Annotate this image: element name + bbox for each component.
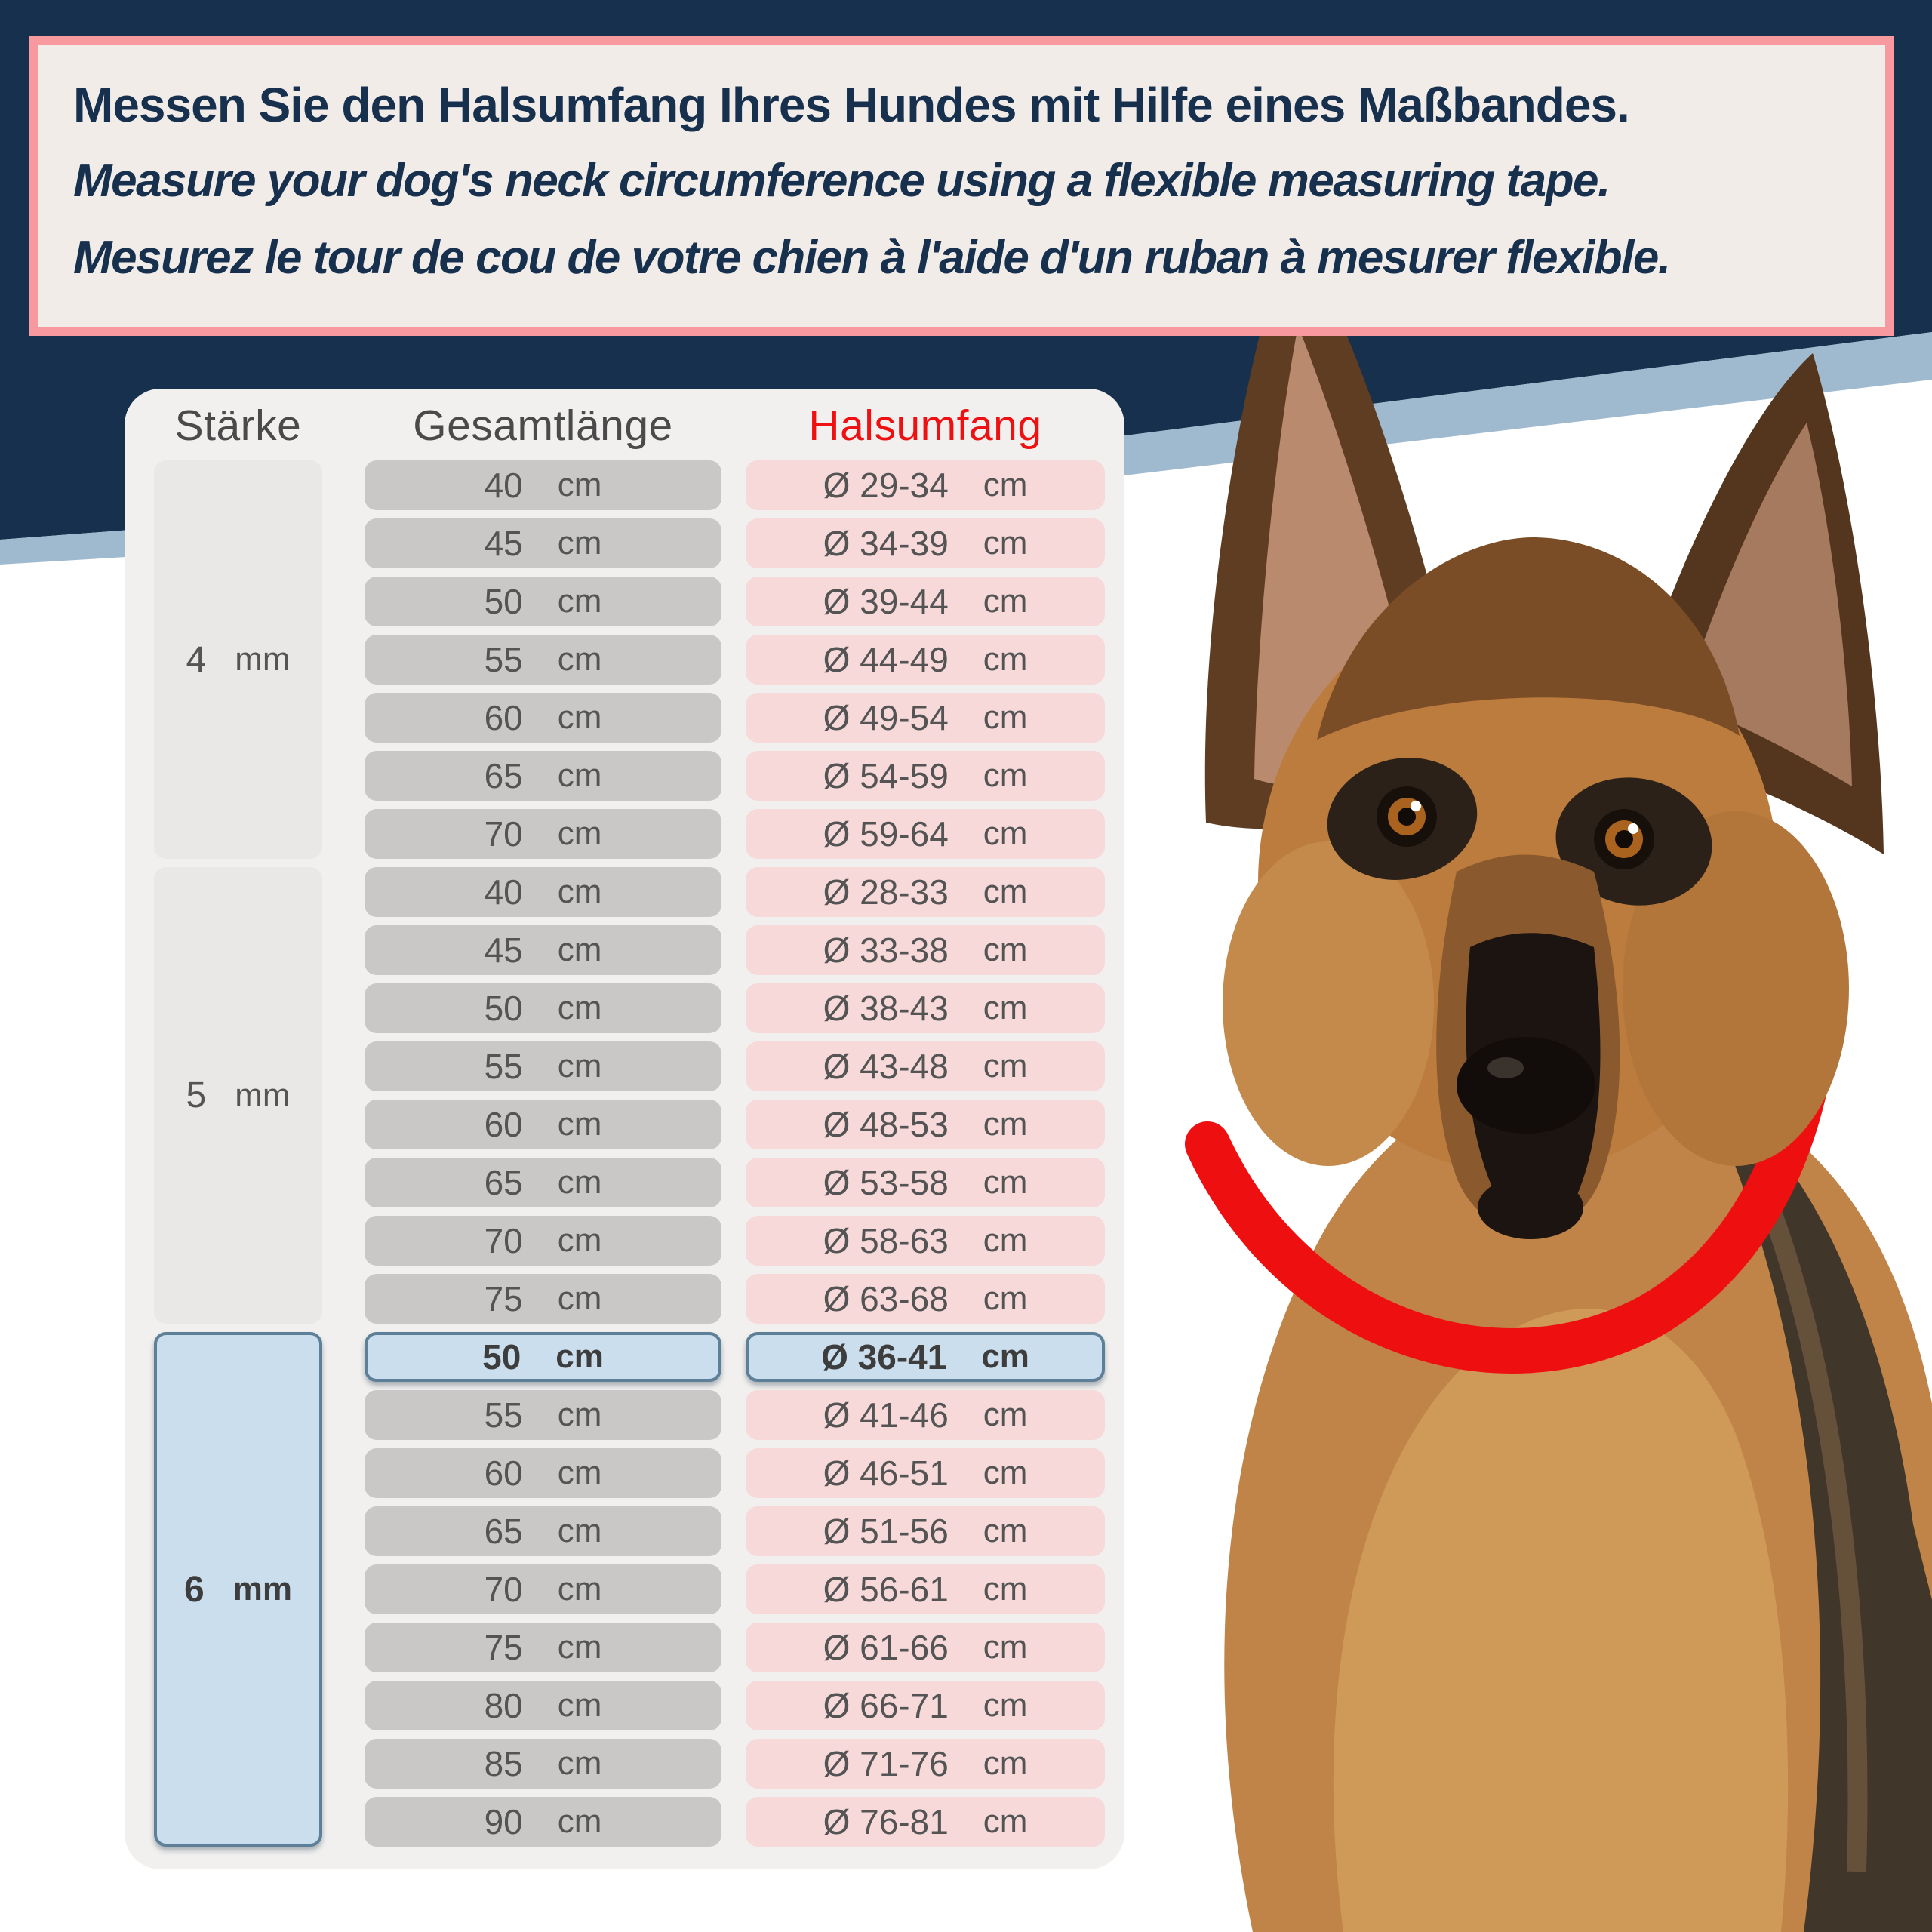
dog-nose	[1457, 1037, 1595, 1134]
length-pill	[365, 1506, 721, 1556]
dog-nose-glint	[1487, 1057, 1524, 1078]
length-pill-value: 50	[484, 989, 523, 1028]
circumference-pill-value: Ø 33-38	[823, 931, 949, 970]
length-pill-value: 85	[484, 1744, 523, 1783]
circumference-pill	[746, 1158, 1105, 1208]
length-pill	[365, 925, 721, 975]
circumference-pill-unit: cm	[983, 1512, 1028, 1549]
circumference-pill-value: Ø 41-46	[823, 1395, 949, 1435]
thickness-pill-value: 6	[184, 1569, 205, 1610]
size-table	[125, 389, 1124, 1869]
circumference-pill	[746, 809, 1105, 859]
length-pill-unit: cm	[557, 931, 602, 968]
length-pill	[365, 1390, 721, 1440]
circumference-pill	[746, 1506, 1105, 1556]
circumference-pill	[746, 693, 1105, 743]
length-pill	[365, 1739, 721, 1789]
circumference-pill	[746, 1623, 1105, 1672]
thickness-pill-unit: mm	[235, 641, 291, 678]
dog-chin	[1478, 1176, 1583, 1239]
circumference-pill	[746, 460, 1105, 510]
circumference-pill-unit: cm	[981, 1338, 1029, 1375]
length-pill-unit: cm	[557, 1512, 602, 1549]
circumference-pill	[746, 1681, 1105, 1730]
thickness-pill-unit: mm	[232, 1571, 292, 1607]
circumference-pill-value: Ø 48-53	[823, 1105, 949, 1144]
length-pill	[365, 1158, 721, 1208]
circumference-pill	[746, 577, 1105, 626]
circumference-pill-unit: cm	[983, 1106, 1028, 1143]
length-pill	[365, 518, 721, 568]
length-pill-unit: cm	[557, 1629, 602, 1666]
length-pill-value: 90	[484, 1802, 523, 1841]
circumference-pill-unit: cm	[983, 699, 1028, 736]
length-pill-unit: cm	[557, 1571, 602, 1607]
length-pill-unit: cm	[557, 1106, 602, 1143]
circumference-pill-value: Ø 71-76	[823, 1744, 949, 1783]
circumference-pill-unit: cm	[983, 873, 1028, 910]
circumference-pill-value: Ø 54-59	[823, 756, 949, 795]
circumference-pill-unit: cm	[983, 466, 1028, 503]
circumference-pill-unit: cm	[983, 583, 1028, 620]
length-pill-unit: cm	[557, 1048, 602, 1084]
length-pill-unit: cm	[557, 1164, 602, 1201]
circumference-pill	[746, 1216, 1105, 1266]
circumference-pill	[746, 1041, 1105, 1091]
length-pill-unit: cm	[557, 583, 602, 620]
circumference-pill-unit: cm	[983, 1396, 1028, 1433]
circumference-pill-value: Ø 29-34	[823, 466, 949, 505]
length-pill	[365, 1797, 721, 1847]
circumference-pill-unit: cm	[983, 989, 1028, 1026]
circumference-pill	[746, 1332, 1105, 1382]
circumference-pill-value: Ø 63-68	[823, 1279, 949, 1318]
circumference-pill-unit: cm	[983, 1745, 1028, 1782]
length-pill-unit: cm	[557, 1222, 602, 1259]
length-pill	[365, 693, 721, 743]
length-pill-value: 70	[484, 1570, 523, 1609]
length-pill	[365, 983, 721, 1033]
length-pill-value: 65	[484, 1512, 523, 1551]
length-pill-value: 55	[484, 1395, 523, 1435]
length-pill-value: 75	[484, 1628, 523, 1667]
circumference-pill-value: Ø 38-43	[823, 989, 949, 1028]
length-pill	[365, 635, 721, 685]
circumference-pill	[746, 1564, 1105, 1614]
length-pill-unit: cm	[557, 815, 602, 852]
length-pill	[365, 1041, 721, 1091]
circumference-pill-value: Ø 56-61	[823, 1570, 949, 1609]
length-pill-value: 75	[484, 1279, 523, 1318]
length-pill-value: 65	[484, 756, 523, 795]
circumference-pill-unit: cm	[983, 1803, 1028, 1840]
circumference-pill-unit: cm	[983, 1280, 1028, 1317]
circumference-pill-value: Ø 43-48	[823, 1047, 949, 1086]
length-pill	[365, 1681, 721, 1730]
circumference-pill-value: Ø 36-41	[821, 1337, 947, 1377]
length-pill-value: 60	[484, 1105, 523, 1144]
circumference-pill	[746, 1739, 1105, 1789]
length-pill-value: 70	[484, 814, 523, 854]
length-pill-value: 60	[484, 698, 523, 737]
thickness-pill	[154, 460, 322, 859]
circumference-pill-value: Ø 51-56	[823, 1512, 949, 1551]
circumference-pill-unit: cm	[983, 1454, 1028, 1491]
circumference-pill	[746, 751, 1105, 801]
dog-left-cheek-fur	[1223, 841, 1434, 1166]
length-pill-unit: cm	[557, 1396, 602, 1433]
circumference-pill-value: Ø 58-63	[823, 1221, 949, 1260]
circumference-pill	[746, 635, 1105, 685]
length-pill-value: 70	[484, 1221, 523, 1260]
circumference-pill-unit: cm	[983, 1164, 1028, 1201]
length-pill	[365, 1564, 721, 1614]
length-pill-value: 80	[484, 1686, 523, 1725]
length-pill	[365, 809, 721, 859]
length-pill	[365, 867, 721, 917]
column-header-circumference: Halsumfang	[808, 401, 1042, 450]
circumference-pill-unit: cm	[983, 815, 1028, 852]
circumference-pill-unit: cm	[983, 525, 1028, 561]
length-pill	[365, 1623, 721, 1672]
circumference-pill	[746, 925, 1105, 975]
length-pill	[365, 1332, 721, 1382]
length-pill-unit: cm	[557, 1803, 602, 1840]
length-pill	[365, 1448, 721, 1498]
circumference-pill-unit: cm	[983, 1629, 1028, 1666]
length-pill-unit: cm	[557, 757, 602, 794]
length-pill-unit: cm	[557, 873, 602, 910]
dog-right-eye-glint	[1628, 823, 1638, 834]
circumference-pill-unit: cm	[983, 1222, 1028, 1259]
instruction-english: Measure your dog's neck circumference using a flexible measuring tape.	[73, 155, 1610, 207]
circumference-pill-unit: cm	[983, 931, 1028, 968]
length-pill-value: 65	[484, 1163, 523, 1202]
circumference-pill-value: Ø 46-51	[823, 1454, 949, 1493]
circumference-pill	[746, 518, 1105, 568]
measuring-instruction-box	[29, 36, 1894, 336]
length-pill	[365, 577, 721, 626]
circumference-pill-value: Ø 44-49	[823, 640, 949, 679]
length-pill-unit: cm	[557, 1687, 602, 1724]
circumference-pill	[746, 867, 1105, 917]
thickness-pill	[154, 1332, 322, 1847]
circumference-pill	[746, 1448, 1105, 1498]
length-pill-value: 40	[484, 466, 523, 505]
length-pill-unit: cm	[557, 1280, 602, 1317]
length-pill-value: 40	[484, 872, 523, 912]
length-pill-value: 45	[484, 931, 523, 970]
circumference-pill	[746, 1274, 1105, 1324]
length-pill-value: 55	[484, 640, 523, 679]
instruction-german: Messen Sie den Halsumfang Ihres Hundes mit Hilfe eines Maßbandes.	[73, 78, 1629, 132]
thickness-pill-value: 4	[186, 639, 207, 680]
circumference-pill	[746, 1390, 1105, 1440]
thickness-pill	[154, 867, 322, 1324]
circumference-pill-value: Ø 61-66	[823, 1628, 949, 1667]
length-pill-value: 45	[484, 524, 523, 563]
circumference-pill-value: Ø 66-71	[823, 1686, 949, 1725]
length-pill-value: 50	[482, 1337, 521, 1377]
circumference-pill-value: Ø 28-33	[823, 872, 949, 912]
circumference-pill-unit: cm	[983, 757, 1028, 794]
length-pill-unit: cm	[557, 989, 602, 1026]
length-pill-unit: cm	[555, 1338, 604, 1375]
length-pill-unit: cm	[557, 1745, 602, 1782]
length-pill	[365, 1216, 721, 1266]
circumference-pill-value: Ø 34-39	[823, 524, 949, 563]
circumference-pill-unit: cm	[983, 1687, 1028, 1724]
thickness-pill-value: 5	[186, 1075, 207, 1115]
length-pill	[365, 460, 721, 510]
circumference-pill-value: Ø 39-44	[823, 582, 949, 621]
column-header-thickness: Stärke	[174, 401, 302, 450]
circumference-pill-value: Ø 76-81	[823, 1802, 949, 1841]
circumference-pill	[746, 1100, 1105, 1149]
circumference-pill-unit: cm	[983, 641, 1028, 678]
length-pill-unit: cm	[557, 699, 602, 736]
length-pill-value: 60	[484, 1454, 523, 1493]
circumference-pill-unit: cm	[983, 1048, 1028, 1084]
circumference-pill-value: Ø 59-64	[823, 814, 949, 854]
length-pill-unit: cm	[557, 1454, 602, 1491]
length-pill-value: 55	[484, 1047, 523, 1086]
circumference-pill-value: Ø 53-58	[823, 1163, 949, 1202]
column-header-length: Gesamtlänge	[413, 401, 673, 450]
circumference-pill-unit: cm	[983, 1571, 1028, 1607]
circumference-pill	[746, 983, 1105, 1033]
length-pill	[365, 1274, 721, 1324]
length-pill-unit: cm	[557, 466, 602, 503]
length-pill	[365, 1100, 721, 1149]
length-pill	[365, 751, 721, 801]
thickness-pill-unit: mm	[235, 1076, 291, 1114]
length-pill-value: 50	[484, 582, 523, 621]
length-pill-unit: cm	[557, 641, 602, 678]
dog-left-eye-glint	[1411, 801, 1421, 811]
circumference-pill-value: Ø 49-54	[823, 698, 949, 737]
length-pill-unit: cm	[557, 525, 602, 561]
circumference-pill	[746, 1797, 1105, 1847]
instruction-french: Mesurez le tour de cou de votre chien à l'aide d'un ruban à mesurer flexible.	[73, 232, 1670, 284]
